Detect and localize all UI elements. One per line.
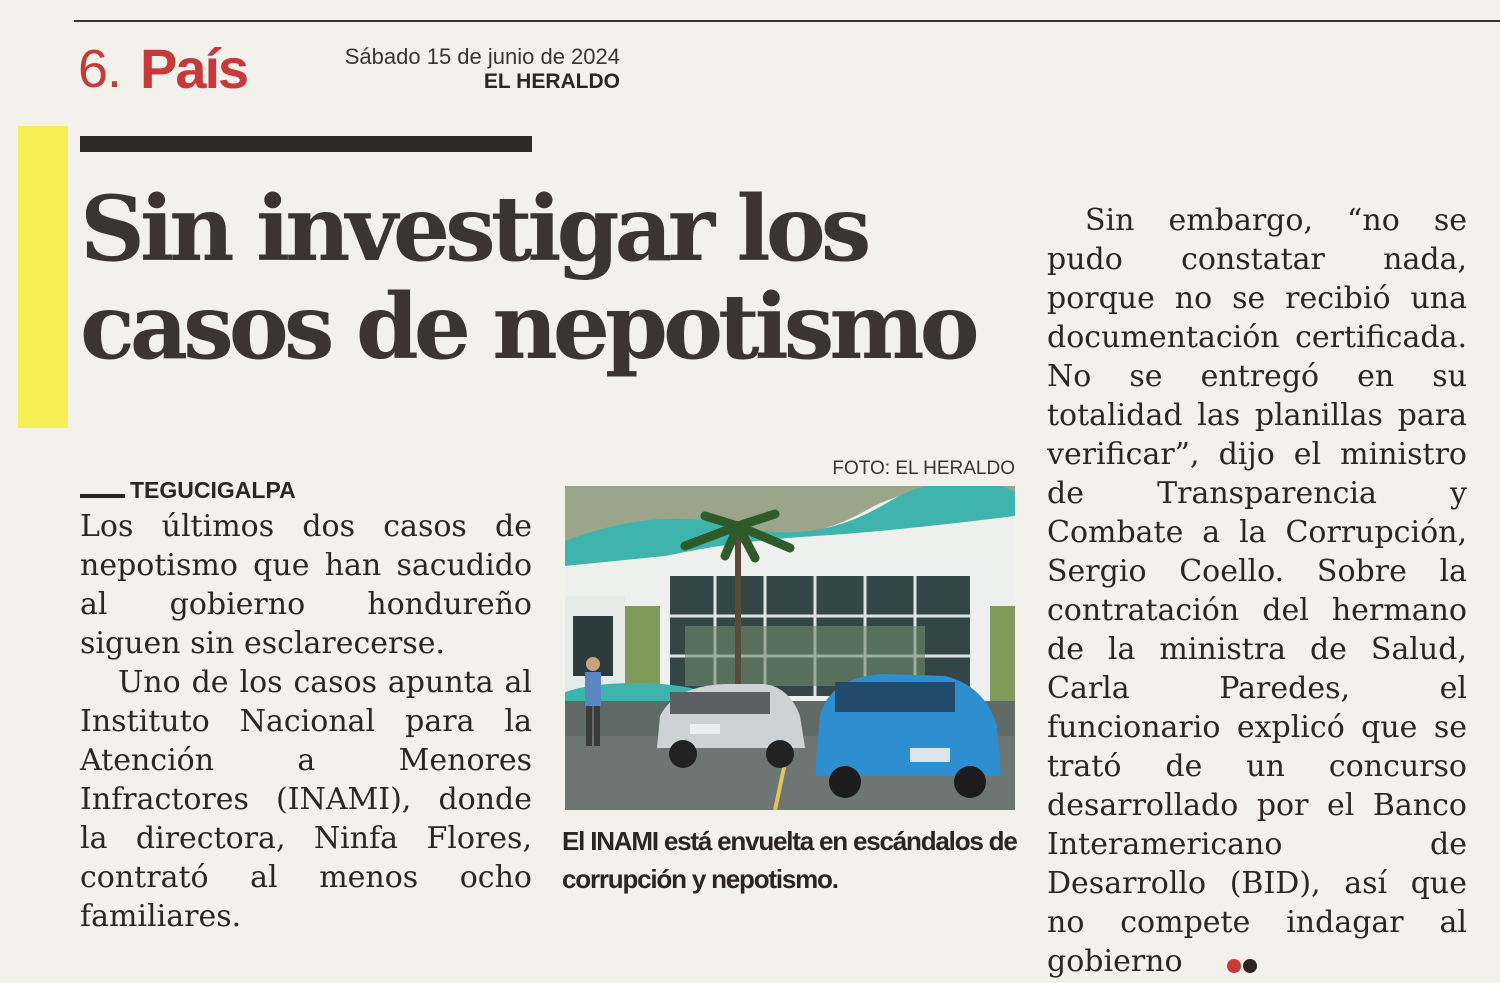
article-column-right — [1047, 201, 1467, 983]
article-paragraph: Uno de los casos apunta al Instituto Nacional para la Atención a Menores Infractores (INAMI), donde la directora, Ninfa Flores, contrató al menos ocho familiares. — [80, 665, 532, 934]
article-headline: Sin investigar los casos de nepotismo — [80, 176, 975, 380]
article-photo — [565, 486, 1015, 810]
highlighter-mark — [18, 126, 68, 428]
section-name: País — [140, 37, 248, 100]
dateline-dash — [80, 494, 125, 498]
headline-rule — [80, 136, 532, 152]
article-paragraph: Los últimos dos casos de nepotismo que han sacudido al gobierno hondureño siguen sin esclarecerse. — [80, 509, 532, 661]
end-of-article-icon — [1189, 944, 1259, 983]
article-dateline: TEGUCIGALPA — [130, 477, 296, 503]
photo-caption: El INAMI está envuelta en escándalos de corrupción y nepotismo. — [562, 826, 1017, 894]
building-photo-illustration — [565, 486, 1015, 810]
article-paragraph: Sin embargo, “no se pudo constatar nada, porque no se recibió una documentación certificada. No se entregó en su totalidad las planillas para verificar”, dijo el ministro de Transparencia y Combate a la Corrupción, Sergio Coello. Sobre la contratación del hermano de la ministra de Salud, Carla Paredes, el funcionario explicó que se trató de un concurso desarrollado por el Banco Interamericano de Desarrollo (BID), así que no compete indagar al gobierno — [1047, 203, 1467, 979]
newspaper-name: EL HERALDO — [483, 70, 620, 93]
publication-date: Sábado 15 de junio de 2024 — [344, 44, 620, 69]
article-column-left — [80, 507, 532, 936]
page-number: 6. — [78, 39, 122, 99]
photo-credit: FOTO: EL HERALDO — [832, 458, 1015, 479]
top-rule — [74, 20, 1500, 22]
